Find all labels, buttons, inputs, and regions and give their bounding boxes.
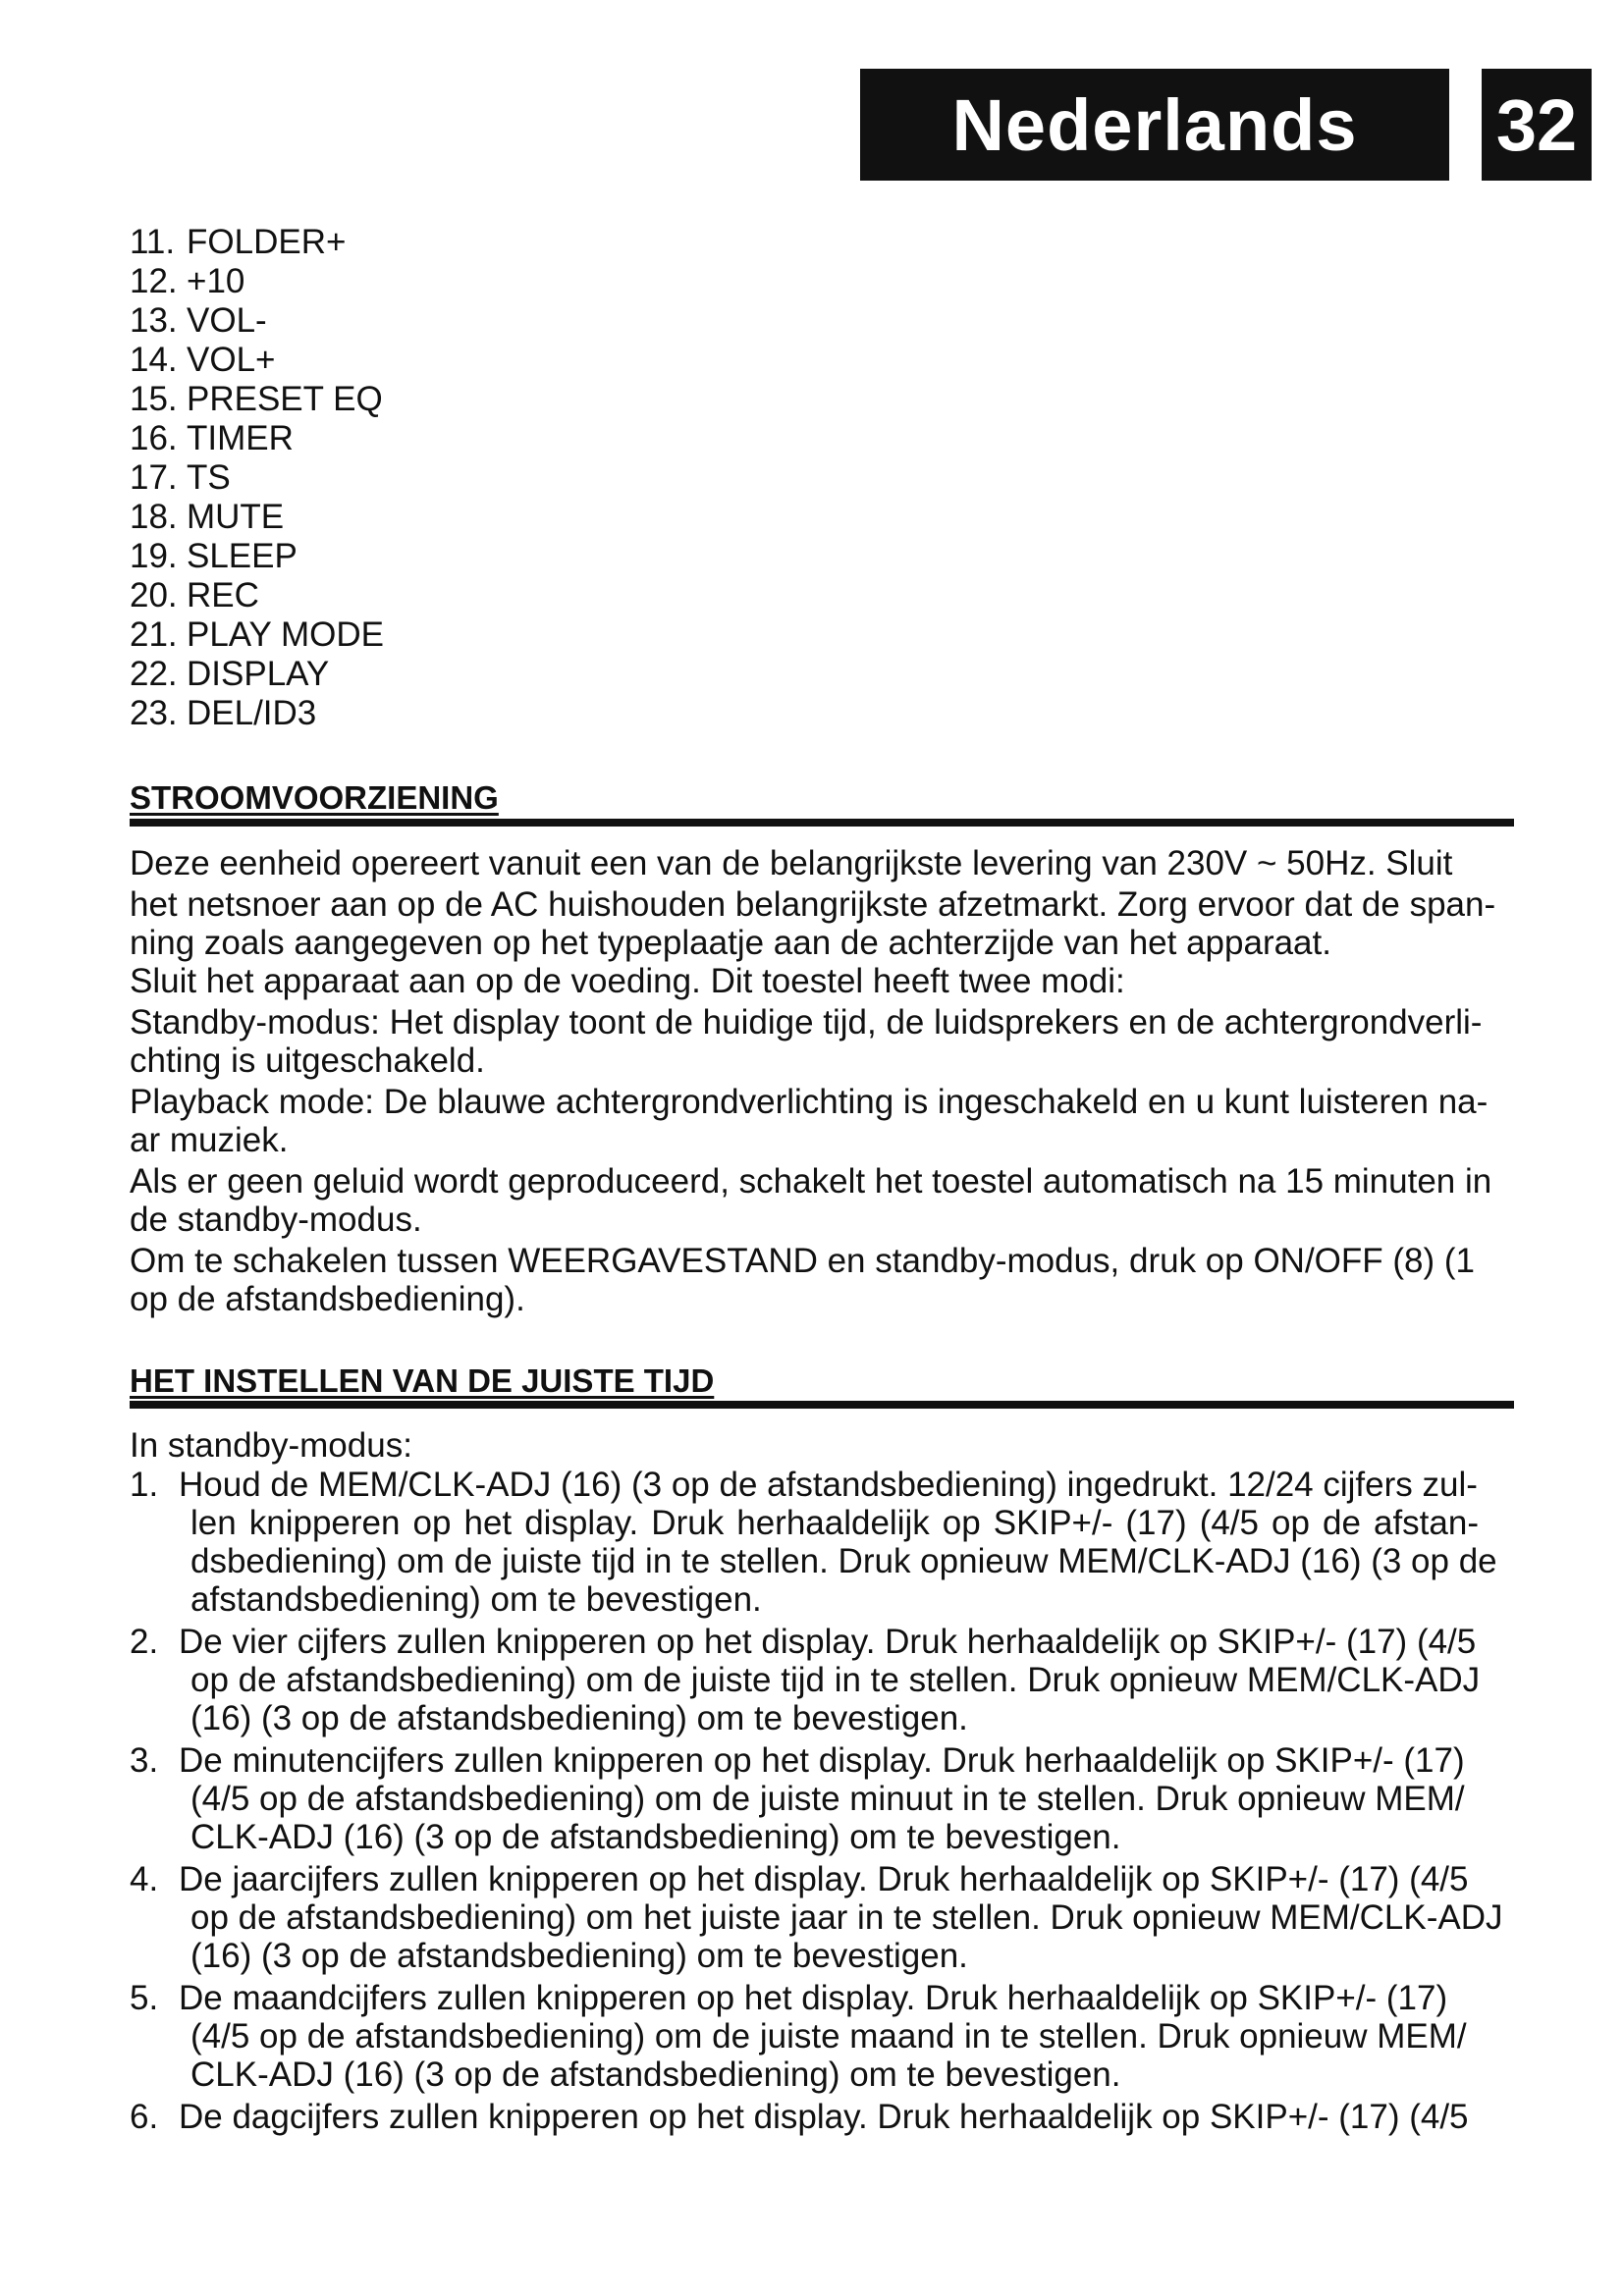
list-item-label: SLEEP: [187, 537, 298, 575]
button-list: [130, 223, 384, 733]
list-item-number: 15.: [130, 380, 178, 418]
list-item-label: DISPLAY: [187, 655, 330, 693]
step-line: (16) (3 op de afstandsbediening) om te bevestigen.: [190, 1937, 968, 1975]
list-item: [130, 615, 384, 655]
step-item: [130, 1979, 1524, 2094]
list-item-number: 18.: [130, 498, 178, 536]
step-line: afstandsbediening) om te bevestigen.: [190, 1580, 762, 1619]
list-item-number: 19.: [130, 537, 178, 575]
list-item-label: PRESET EQ: [187, 380, 383, 418]
list-item-number: 17.: [130, 458, 178, 497]
list-item-number: 14.: [130, 341, 178, 379]
list-item: [130, 576, 384, 615]
step-number: 3.: [130, 1741, 159, 1780]
list-item-number: 20.: [130, 576, 178, 614]
step-line: De dagcijfers zullen knipperen op het display. Druk herhaaldelijk op SKIP+/- (17) (4/5: [179, 2098, 1469, 2136]
list-item-label: VOL-: [187, 301, 267, 340]
list-item: [130, 655, 384, 694]
step-number: 1.: [130, 1466, 159, 1504]
list-item-label: MUTE: [187, 498, 285, 536]
list-item-label: +10: [187, 262, 245, 300]
list-item-label: VOL+: [187, 341, 276, 379]
step-number: 6.: [130, 2098, 159, 2136]
list-item: [130, 301, 384, 341]
list-item-number: 11.: [130, 223, 176, 261]
step-line: CLK-ADJ (16) (3 op de afstandsbediening) om te bevestigen.: [190, 1818, 1121, 1856]
text-line: het netsnoer aan op de AC huishouden belangrijkste afzetmarkt. Zorg ervoor dat de span-: [130, 885, 1496, 924]
step-item: [130, 1860, 1524, 1975]
step-line: De maandcijfers zullen knipperen op het display. Druk herhaaldelijk op SKIP+/- (17): [179, 1979, 1448, 2017]
list-item: [130, 262, 384, 301]
language-label: Nederlands: [860, 69, 1449, 181]
time-intro: [130, 1426, 1504, 1465]
text-line: Standby-modus: Het display toont de huidige tijd, de luidsprekers en de achtergrondverli-: [130, 1003, 1483, 1041]
step-line: Houd de MEM/CLK-ADJ (16) (3 op de afstandsbediening) ingedrukt. 12/24 cijfers zul-: [179, 1466, 1478, 1504]
text-line: op de afstandsbediening).: [130, 1280, 525, 1318]
list-item: [130, 694, 384, 733]
step-line: CLK-ADJ (16) (3 op de afstandsbediening) om te bevestigen.: [190, 2056, 1121, 2094]
list-item-number: 16.: [130, 419, 178, 457]
list-item-label: TIMER: [187, 419, 294, 457]
section-title-time: HET INSTELLEN VAN DE JUISTE TIJD: [130, 1362, 715, 1399]
page-number: 32: [1482, 69, 1592, 181]
list-item-number: 21.: [130, 615, 178, 654]
list-item-label: REC: [187, 576, 259, 614]
list-item-label: DEL/ID3: [187, 694, 317, 732]
step-item: [130, 1623, 1524, 1737]
section-divider: [130, 819, 1514, 827]
step-line: op de afstandsbediening) om het juiste jaar in te stellen. Druk opnieuw MEM/CLK-ADJ: [190, 1898, 1503, 1937]
step-item: [130, 1466, 1524, 1619]
step-number: 2.: [130, 1623, 159, 1661]
text-line: ning zoals aangegeven op het typeplaatje aan de achterzijde van het apparaat.: [130, 924, 1331, 962]
list-item: [130, 419, 384, 458]
text-line: chting is uitgeschakeld.: [130, 1041, 485, 1080]
step-line: De jaarcijfers zullen knipperen op het display. Druk herhaaldelijk op SKIP+/- (17) (4/5: [179, 1860, 1469, 1898]
step-number: 5.: [130, 1979, 159, 2017]
text-line: Deze eenheid opereert vanuit een van de belangrijkste levering van 230V ~ 50Hz. Sluit: [130, 844, 1453, 882]
step-item: [130, 2098, 1524, 2136]
text-line: Om te schakelen tussen WEERGAVESTAND en standby-modus, druk op ON/OFF (8) (1: [130, 1242, 1476, 1280]
list-item-label: FOLDER+: [187, 223, 347, 261]
section-title-power: STROOMVOORZIENING: [130, 779, 499, 816]
text-line: In standby-modus:: [130, 1426, 412, 1465]
list-item: [130, 537, 384, 576]
section-divider: [130, 1401, 1514, 1409]
step-line: op de afstandsbediening) om de juiste tijd in te stellen. Druk opnieuw MEM/CLK-ADJ: [190, 1661, 1481, 1699]
list-item-number: 22.: [130, 655, 178, 693]
step-line: (16) (3 op de afstandsbediening) om te bevestigen.: [190, 1699, 968, 1737]
step-line: De vier cijfers zullen knipperen op het display. Druk herhaaldelijk op SKIP+/- (17) (4/5: [179, 1623, 1477, 1661]
list-item-number: 12.: [130, 262, 178, 300]
step-number: 4.: [130, 1860, 159, 1898]
list-item-label: PLAY MODE: [187, 615, 384, 654]
text-line: Playback mode: De blauwe achtergrondverlichting is ingeschakeld en u kunt luisteren na-: [130, 1083, 1489, 1121]
text-line: Als er geen geluid wordt geproduceerd, schakelt het toestel automatisch na 15 minuten in: [130, 1162, 1492, 1201]
text-line: Sluit het apparaat aan op de voeding. Dit toestel heeft twee modi:: [130, 962, 1125, 1000]
step-line: (4/5 op de afstandsbediening) om de juiste minuut in te stellen. Druk opnieuw MEM/: [190, 1780, 1465, 1818]
list-item-label: TS: [187, 458, 231, 497]
list-item: [130, 498, 384, 537]
list-item: [130, 458, 384, 498]
list-item-number: 13.: [130, 301, 178, 340]
text-line: de standby-modus.: [130, 1201, 422, 1239]
time-steps: [130, 1466, 1524, 2140]
step-line: dsbediening) om de juiste tijd in te stellen. Druk opnieuw MEM/CLK-ADJ (16) (3 op de: [190, 1542, 1497, 1580]
list-item: [130, 380, 384, 419]
step-line: len knipperen op het display. Druk herhaaldelijk op SKIP+/- (17) (4/5 op de afstan-: [190, 1504, 1479, 1542]
step-item: [130, 1741, 1524, 1856]
text-line: ar muziek.: [130, 1121, 289, 1159]
list-item-number: 23.: [130, 694, 178, 732]
list-item: [130, 341, 384, 380]
step-line: (4/5 op de afstandsbediening) om de juiste maand in te stellen. Druk opnieuw MEM/: [190, 2017, 1467, 2056]
power-paragraph: [130, 844, 1504, 1318]
list-item: [130, 223, 384, 262]
step-line: De minutencijfers zullen knipperen op het display. Druk herhaaldelijk op SKIP+/- (17): [179, 1741, 1465, 1780]
